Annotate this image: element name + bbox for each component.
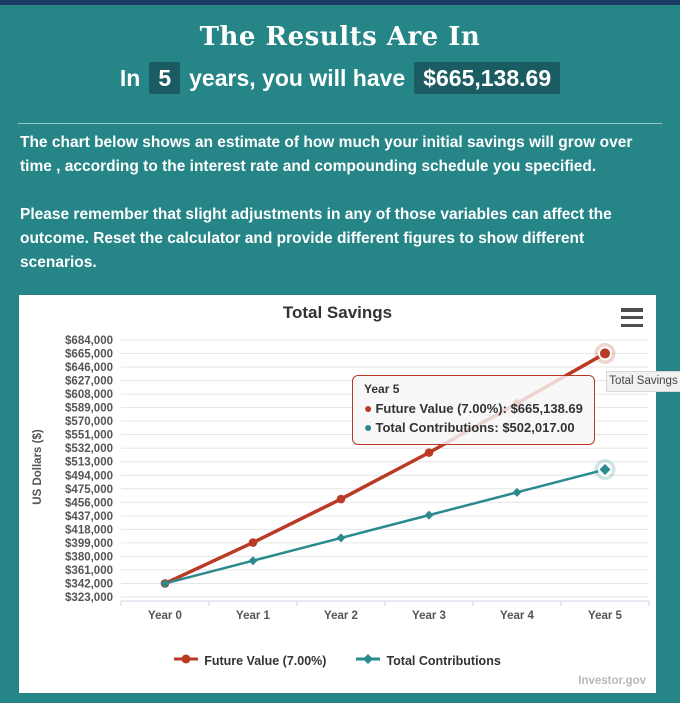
summary-prefix: In [119,64,141,91]
y-axis-tick-label: $551,000 [65,429,113,442]
future-value-point[interactable] [337,495,346,504]
tooltip-row-future-value: ● Future Value (7.00%): $665,138.69 [364,400,583,416]
chart-tooltip [352,375,595,445]
years-value-box: 5 [149,62,180,94]
legend-marker-icon [356,653,380,665]
legend-circle-marker-icon [174,653,198,668]
investor-gov-watermark: Investor.gov [578,675,646,687]
savings-chart-panel [19,295,656,693]
y-axis-tick-label: $570,000 [65,416,113,429]
y-axis-tick-label: $665,000 [65,348,113,361]
y-axis-title: US Dollars ($) [32,429,44,505]
x-axis-tick-label: Year 3 [412,610,446,622]
x-axis-tick-label: Year 5 [588,610,622,622]
contributions-point[interactable] [425,511,434,520]
x-axis-tick-label: Year 1 [236,610,270,622]
y-axis-tick-label: $494,000 [65,470,113,483]
intro-paragraph-2: Please remember that slight adjustments in any of those variables can affect the outcome. Reset the calculator and provide different figures to show different scenarios. [20,206,612,271]
summary-middle: years, you will have [189,64,406,91]
y-axis-tick-label: $380,000 [65,551,113,564]
y-axis-tick-label: $532,000 [65,443,113,456]
x-axis-tick-label: Year 0 [148,610,182,622]
future-value-point[interactable] [600,348,610,358]
header-divider [18,123,662,124]
x-axis-tick-label: Year 2 [324,610,358,622]
legend-diamond-marker-icon [356,653,380,668]
tooltip-row-contributions: ● Total Contributions: $502,017.00 [364,419,575,435]
legend-marker-icon [174,653,198,665]
y-axis-tick-label: $418,000 [65,524,113,537]
red-bullet-icon: ● [364,400,373,416]
y-axis-tick-label: $475,000 [65,483,113,496]
y-axis-tick-label: $361,000 [65,564,113,577]
y-axis-tick-label: $399,000 [65,537,113,550]
future-value-point[interactable] [249,538,258,547]
intro-paragraph-1: The chart below shows an estimate of how much your initial savings will grow over time , according to the interest rate and compounding schedule you specified. [20,134,633,175]
contributions-point[interactable] [249,556,258,565]
y-axis-tick-label: $342,000 [65,578,113,591]
tooltip-contributions-value: $502,017.00 [502,420,575,435]
y-axis-tick-label: $608,000 [65,389,113,402]
tooltip-future-value: $665,138.69 [510,401,583,416]
y-axis-tick-label: $456,000 [65,497,113,510]
y-axis-tick-label: $323,000 [65,592,113,604]
y-axis-tick-label: $646,000 [65,362,113,375]
legend-item-future-value[interactable]: Future Value (7.00%) [174,653,326,668]
legend-item-total-contributions[interactable]: Total Contributions [356,653,500,668]
y-axis-tick-label: $627,000 [65,375,113,388]
series-hover-badge: Total Savings [606,371,680,392]
tooltip-category: Year 5 [364,382,400,396]
y-axis-tick-label: $684,000 [65,335,113,347]
chart-title: Total Savings [282,303,393,322]
teal-bullet-icon: ● [364,419,373,435]
results-summary [0,61,680,95]
chart-legend [19,653,656,668]
series-line-contributions [165,470,605,584]
contributions-point[interactable] [337,533,346,542]
amount-value-box: $665,138.69 [414,62,560,94]
y-axis-tick-label: $589,000 [65,402,113,415]
savings-line-chart [19,295,656,693]
future-value-point[interactable] [425,448,434,457]
y-axis-tick-label: $513,000 [65,456,113,469]
x-axis-tick-label: Year 4 [500,610,534,622]
page-title: The Results Are In [199,22,481,52]
y-axis-tick-label: $437,000 [65,510,113,523]
top-accent-bar [0,0,680,5]
